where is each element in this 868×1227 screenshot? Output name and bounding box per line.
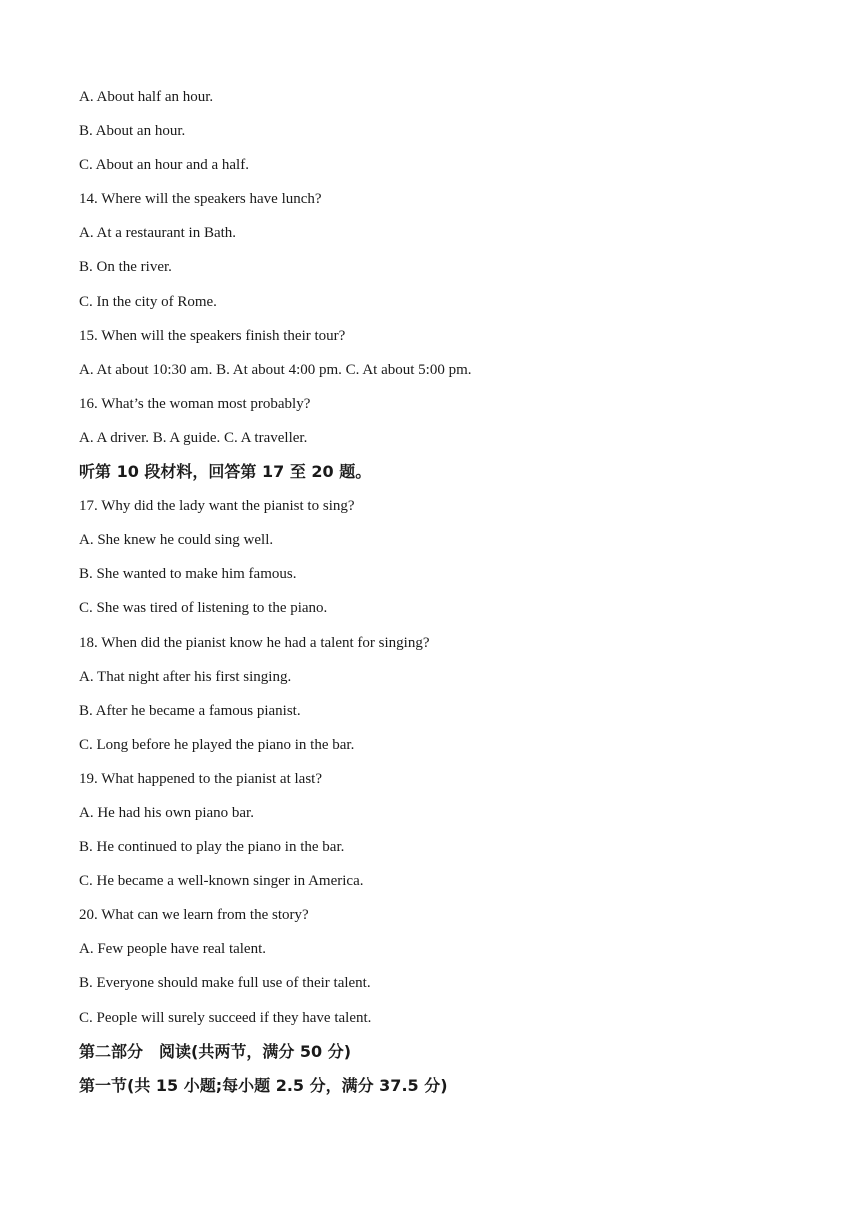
question-line: 16. What’s the woman most probably? <box>79 395 311 412</box>
document-body <box>79 87 839 1110</box>
question-line: 20. What can we learn from the story? <box>79 907 309 924</box>
option-line: C. She was tired of listening to the piano. <box>79 600 328 617</box>
part-heading: 第二部分 阅读(共两节，满分 50 分) <box>79 1041 352 1061</box>
option-line: B. After he became a famous pianist. <box>79 702 301 719</box>
subsection-heading: 第一节(共 15 小题;每小题 2.5 分，满分 37.5 分) <box>79 1075 448 1095</box>
option-line: A. At about 10:30 am. B. At about 4:00 pm. C. At about 5:00 pm. <box>79 361 472 378</box>
option-line: C. Long before he played the piano in the bar. <box>79 736 355 753</box>
option-line: B. She wanted to make him famous. <box>79 566 297 583</box>
option-line: A. He had his own piano bar. <box>79 804 254 821</box>
question-line: 15. When will the speakers finish their tour? <box>79 327 346 344</box>
question-line: 17. Why did the lady want the pianist to sing? <box>79 498 355 515</box>
option-line: B. Everyone should make full use of their talent. <box>79 975 371 992</box>
option-line: A. Few people have real talent. <box>79 941 267 958</box>
section-heading: 听第 10 段材料，回答第 17 至 20 题。 <box>79 462 372 482</box>
option-line: C. In the city of Rome. <box>79 293 217 310</box>
option-line: B. He continued to play the piano in the bar. <box>79 839 345 856</box>
option-line: C. He became a well-known singer in America. <box>79 873 364 890</box>
option-line: B. On the river. <box>79 259 172 276</box>
question-line: 19. What happened to the pianist at last? <box>79 770 322 787</box>
option-line: A. About half an hour. <box>79 89 214 105</box>
question-line: 14. Where will the speakers have lunch? <box>79 191 322 208</box>
option-line: A. That night after his first singing. <box>79 668 292 685</box>
option-line: A. At a restaurant in Bath. <box>79 225 237 242</box>
option-line: A. She knew he could sing well. <box>79 532 274 549</box>
option-line: B. About an hour. <box>79 123 186 140</box>
option-line: C. People will surely succeed if they have talent. <box>79 1009 372 1026</box>
question-line: 18. When did the pianist know he had a talent for singing? <box>79 634 430 651</box>
option-line: A. A driver. B. A guide. C. A traveller. <box>79 429 308 446</box>
option-line: C. About an hour and a half. <box>79 157 249 174</box>
